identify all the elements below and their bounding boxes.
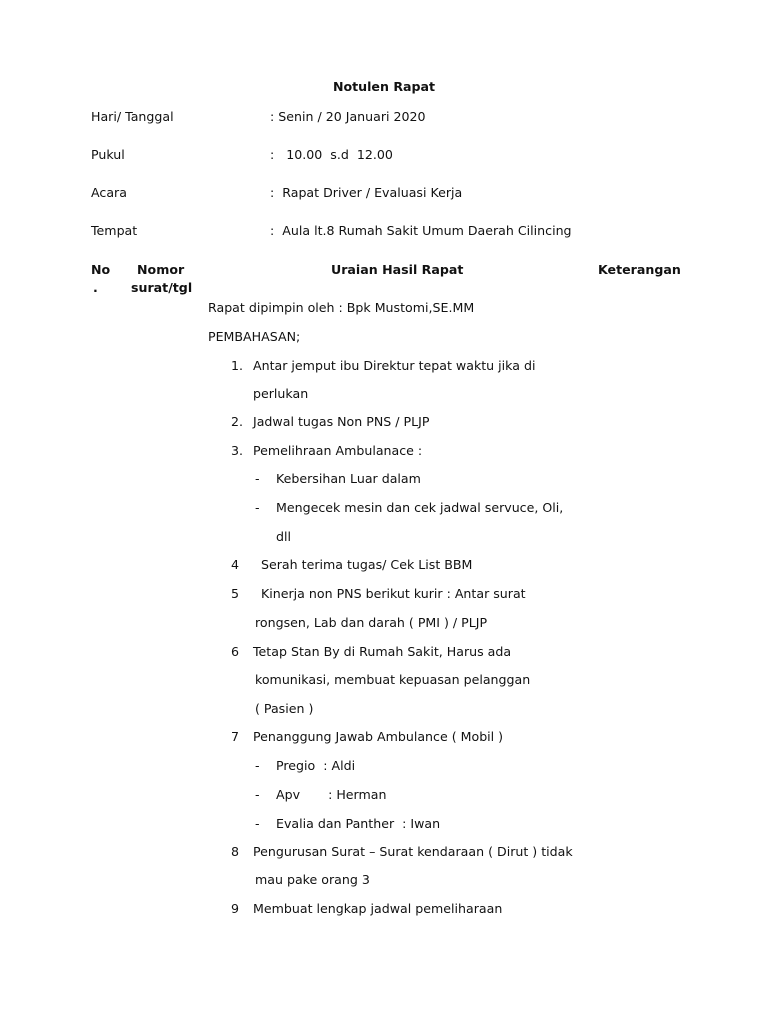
info-label-place: Tempat <box>91 223 138 238</box>
item-number: 4 <box>231 557 240 572</box>
item-line: rongsen, Lab dan darah ( PMI ) / PLJP <box>255 615 488 630</box>
sub-item-line: dll <box>276 529 291 544</box>
item-number: 9 <box>231 901 240 916</box>
info-value-date: : Senin / 20 Januari 2020 <box>270 109 426 124</box>
item-line: komunikasi, membuat kepuasan pelanggan <box>255 672 531 687</box>
sub-item-line: Kebersihan Luar dalam <box>276 471 421 486</box>
item-line: Jadwal tugas Non PNS / PLJP <box>253 414 430 429</box>
sub-item-line: Apv : Herman <box>276 787 387 802</box>
header-no: No <box>91 262 111 277</box>
item-number: 7 <box>231 729 240 744</box>
info-value-agenda: : Rapat Driver / Evaluasi Kerja <box>270 185 463 200</box>
pembahasan-heading: PEMBAHASAN; <box>208 329 301 344</box>
item-number: 5 <box>231 586 240 601</box>
info-label-date: Hari/ Tanggal <box>91 109 174 124</box>
item-line: Serah terima tugas/ Cek List BBM <box>253 557 473 572</box>
header-nomor: Nomor <box>137 262 185 277</box>
info-label-agenda: Acara <box>91 185 127 200</box>
sub-item-dash: - <box>255 787 260 802</box>
item-number: 3. <box>231 443 244 458</box>
header-keterangan: Keterangan <box>598 262 681 277</box>
item-line: Pengurusan Surat – Surat kendaraan ( Dirut ) tidak <box>253 844 573 859</box>
sub-item-dash: - <box>255 471 260 486</box>
sub-item-dash: - <box>255 816 260 831</box>
item-line: Kinerja non PNS berikut kurir : Antar surat <box>253 586 526 601</box>
sub-item-line: Mengecek mesin dan cek jadwal servuce, Oli, <box>276 500 564 515</box>
item-line: mau pake orang 3 <box>255 872 370 887</box>
item-line: Membuat lengkap jadwal pemeliharaan <box>253 901 503 916</box>
document-title: Notulen Rapat <box>332 79 436 94</box>
info-value-place: : Aula lt.8 Rumah Sakit Umum Daerah Cilincing <box>270 223 572 238</box>
item-line: Tetap Stan By di Rumah Sakit, Harus ada <box>253 644 512 659</box>
sub-item-dash: - <box>255 758 260 773</box>
sub-item-line: Evalia dan Panther : Iwan <box>276 816 441 831</box>
header-uraian: Uraian Hasil Rapat <box>331 262 464 277</box>
item-number: 2. <box>231 414 244 429</box>
sub-item-line: Pregio : Aldi <box>276 758 356 773</box>
info-label-time: Pukul <box>91 147 125 162</box>
meeting-chair: Rapat dipimpin oleh : Bpk Mustomi,SE.MM <box>208 300 475 315</box>
item-line: Penanggung Jawab Ambulance ( Mobil ) <box>253 729 504 744</box>
item-line: ( Pasien ) <box>255 701 314 716</box>
sub-item-dash: - <box>255 500 260 515</box>
item-number: 1. <box>231 358 244 373</box>
item-number: 8 <box>231 844 240 859</box>
item-line: perlukan <box>253 386 309 401</box>
item-line: Pemelihraan Ambulanace : <box>253 443 423 458</box>
item-number: 6 <box>231 644 240 659</box>
header-no-dot: . <box>93 280 98 295</box>
header-surat-tgl: surat/tgl <box>131 280 193 295</box>
item-line: Antar jemput ibu Direktur tepat waktu jika di <box>253 358 536 373</box>
info-value-time: : 10.00 s.d 12.00 <box>270 147 393 162</box>
